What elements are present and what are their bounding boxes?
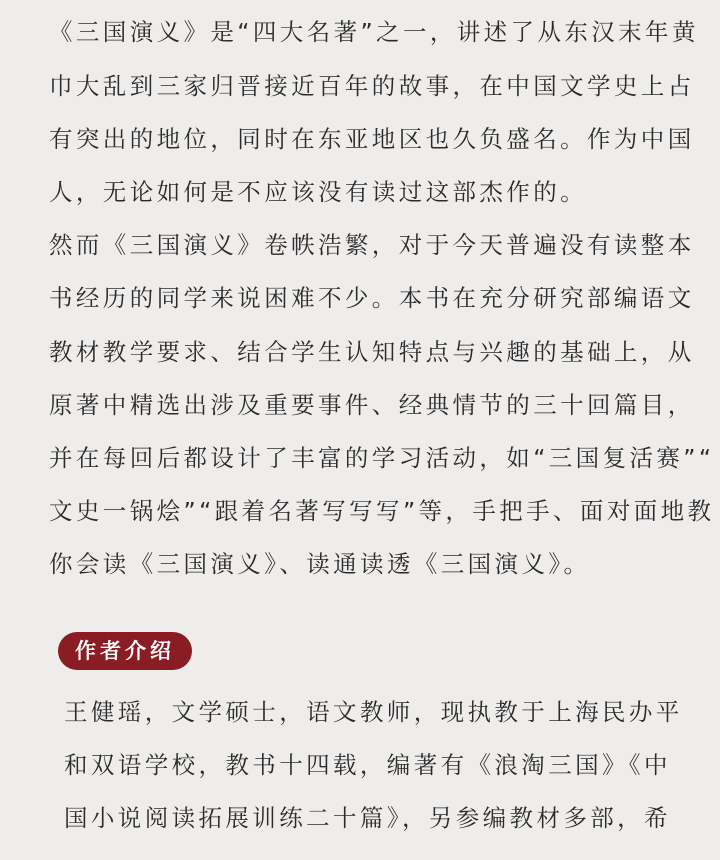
intro-line: 巾大乱到三家归晋接近百年的故事，在中国文学史上占 — [49, 72, 695, 100]
intro-line: 原著中精选出涉及重要事件、经典情节的三十回篇目， — [49, 391, 695, 419]
intro-line: 书经历的同学来说困难不少。本书在充分研究部编语文 — [49, 284, 695, 312]
author-bio-line: 国小说阅读拓展训练二十篇》，另参编教材多部，希 — [64, 804, 671, 832]
intro-line: 《三国演义》是“四大名著”之一，讲述了从东汉末年黄 — [49, 18, 699, 46]
intro-line: 文史一锅烩”“跟着名著写写写”等，手把手、面对面地教 — [49, 497, 715, 525]
intro-line: 人，无论如何是不应该没有读过这部杰作的。 — [49, 178, 587, 206]
author-section-heading: 作者介绍 — [58, 632, 192, 670]
author-bio-line: 和双语学校，教书十四载，编著有《浪淘三国》《中 — [64, 751, 671, 779]
intro-line: 你会读《三国演义》、读通读透《三国演义》。 — [49, 550, 591, 578]
intro-line: 并在每回后都设计了丰富的学习活动，如“三国复活赛”“ — [49, 444, 715, 472]
intro-line: 然而《三国演义》卷帙浩繁，对于今天普遍没有读整本 — [49, 231, 695, 259]
intro-line: 教材教学要求、结合学生认知特点与兴趣的基础上，从 — [49, 338, 695, 366]
author-bio-line: 王健瑶，文学硕士，语文教师，现执教于上海民办平 — [64, 698, 683, 726]
intro-line: 有突出的地位，同时在东亚地区也久负盛名。作为中国 — [49, 125, 695, 153]
